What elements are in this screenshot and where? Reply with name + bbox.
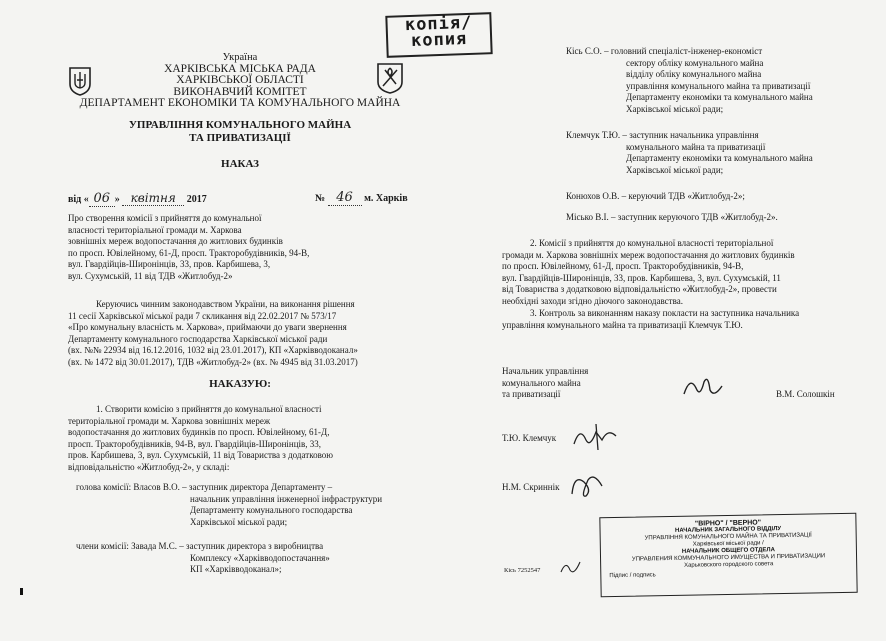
chair-label: голова комісії:	[76, 482, 132, 492]
chair-line: Харківської міської ради;	[190, 516, 288, 527]
item-2-line: вул. Гвардійців-Широнінців, 33, пров. Карбишева, 3, вул. Сухумській, 11	[502, 272, 781, 283]
member-konyukhov	[566, 191, 745, 202]
stamp-line: УПРАВЛІННЯ КОМУНАЛЬНОГО МАЙНА ТА ПРИВАТИЗАЦІЇ	[644, 532, 812, 542]
date-close-quote: »	[114, 194, 120, 205]
member-line: Харківської міської ради;	[626, 103, 724, 114]
member-line: головний спеціаліст-інженер-економіст	[610, 46, 763, 56]
preamble-line: Керуючись чинним законодавством України, на виконання рішення	[96, 299, 355, 309]
approval-signature	[566, 468, 608, 502]
item-1-line: просп. Тракторобудівників, 94-В, вул. Гвардійців-Широнінців, 33,	[68, 438, 322, 449]
members-label: члени комісії:	[76, 541, 129, 551]
preamble-line: «Про комунальну власність м. Харкова», приймаючи до уваги звернення	[68, 322, 347, 332]
copy-stamp-line2: копия	[410, 29, 468, 51]
item-2-line: по просп. Ювілейному, 61-Д, просп. Тракторобудівників, 94-В,	[502, 261, 744, 271]
member-line: Харківської міської ради;	[626, 164, 724, 175]
letterhead	[70, 52, 410, 110]
item-1-line: водопостачання до житлових будинків по просп. Ювілейному, 61-Д,	[68, 427, 330, 437]
executor-signature	[558, 556, 584, 578]
signatory-title-line: Начальник управління	[502, 366, 589, 376]
stamp-line: НАЧАЛЬНИК ОБЩЕГО ОТДЕЛА	[681, 547, 776, 555]
copy-stamp-line1: копія/	[404, 12, 473, 36]
member-line: управління комунального майна та приватизації	[626, 80, 811, 91]
subject-line: по просп. Ювілейному, 61-Д, просп. Тракторобудівників, 94-В,	[68, 247, 310, 258]
item-1-line: територіальної громади м. Харкова зовнішніх мереж	[68, 415, 271, 426]
preamble-line: (вх. № 1472 від 30.01.2017), ТДВ «Житлобуд-2» (вх. № 4945 від 31.03.2017)	[68, 356, 358, 367]
stamp-line: УПРАВЛЕНИЯ КОММУНАЛЬНОГО ИМУЩЕСТВА И ПРИВАТИЗАЦИИ	[631, 553, 826, 563]
number-label: №	[315, 193, 326, 204]
approval-signature	[568, 420, 622, 452]
item-2-line: необхідні заходи згідно діючого законодавства.	[502, 295, 683, 306]
directorate-title	[110, 119, 370, 145]
preamble-line: 11 сесії Харківської міської ради 7 скликання від 22.02.2017 № 573/17	[68, 310, 337, 321]
commission-chair	[76, 482, 382, 528]
member-line: Департаменту економіки та комунального майна	[626, 153, 813, 163]
date-day: 06	[89, 193, 115, 207]
order-number-line	[315, 192, 408, 206]
signatory-name: В.М. Солошкін	[776, 389, 835, 399]
region-name: ХАРКІВСЬКОЇ ОБЛАСТІ	[176, 74, 304, 86]
member-name: Кісь С.О. –	[566, 46, 609, 56]
preamble-line: (вх. №№ 22934 від 16.12.2016, 1032 від 23.01.2017), КП «Харківводоканал»	[68, 345, 358, 355]
member-line: Департаменту економіки та комунального майна	[626, 92, 813, 102]
member-line: заступник керуючого ТДВ «Житлобуд-2».	[617, 212, 778, 222]
member-name: Конюхов О.В. –	[566, 191, 627, 201]
member-line: комунального майна та приватизації	[626, 141, 766, 152]
item-2	[502, 238, 795, 307]
member-line: Завада М.С. – заступник директора з виробництва	[131, 541, 324, 551]
stamp-line: Харьковского городского совета	[684, 561, 774, 569]
stamp-line: Харківської міської ради /	[692, 540, 764, 548]
member-kis	[566, 46, 813, 115]
date-from-label: від «	[68, 194, 89, 205]
item-1	[68, 404, 333, 473]
item-1-line: відповідальністю «Житлобуд-2», у складі:	[68, 461, 230, 472]
subject-line: зовнішніх мереж водопостачання до житлових будинків	[68, 236, 283, 246]
scan-mark	[20, 588, 23, 595]
subject-line: вул. Сухумській, 11 від ТДВ «Житлобуд-2»	[68, 270, 233, 281]
item-2-line: 2. Комісії з прийняття до комунальної власності територіальної	[530, 238, 774, 248]
directorate-line1: УПРАВЛІННЯ КОМУНАЛЬНОГО МАЙНА	[128, 119, 352, 131]
item-2-line: від Товариства з додатковою відповідальністю «Житлобуд-2», провести	[502, 284, 777, 294]
signatory-title	[502, 366, 588, 401]
signatory-title-line: та приватизації	[502, 389, 561, 399]
preamble	[68, 299, 412, 368]
handwritten-signature	[680, 372, 726, 402]
item-3-line: управління комунального майна та приватизації Клемчук Т.Ю.	[502, 319, 743, 330]
subject-line: вул. Гвардійців-Широнінців, 33, пров. Карбишева, 3,	[68, 259, 271, 269]
stamp-line: НАЧАЛЬНИК ЗАГАЛЬНОГО ВІДДІЛУ	[674, 526, 782, 534]
stamp-line: "ВІРНО" / "ВЕРНО"	[694, 519, 762, 528]
member-line: КП «Харківводоканал»;	[190, 564, 282, 574]
item-1-line: пров. Карбишева, 3, вул. Сухумській, 11 від Товариства з додатковою	[68, 450, 334, 460]
council-name: ХАРКІВСЬКА МІСЬКА РАДА	[164, 62, 316, 75]
member-line: керуючий ТДВ «Житлобуд-2»;	[628, 191, 745, 201]
signatory-title-line: комунального майна	[502, 377, 581, 388]
member-name: Клемчук Т.Ю. –	[566, 130, 627, 140]
item-3-line: 3. Контроль за виконанням наказу покласти на заступника начальника	[530, 308, 800, 318]
commission-members	[76, 541, 330, 576]
order-city: м. Харків	[364, 193, 408, 204]
order-number: 46	[328, 192, 362, 206]
member-name: Місько В.І. –	[566, 212, 616, 222]
subject-line: власності територіальної громади м. Харкова	[68, 224, 242, 235]
item-2-line: громади м. Харкова зовнішніх мереж водопостачання до житлових будинків	[502, 249, 795, 260]
stamp-line: Підпис / подпись	[609, 572, 656, 580]
member-line: відділу обліку комунального майна	[626, 69, 762, 79]
approval-skrynnik: Н.М. Скриннік	[502, 482, 560, 492]
date-month: квітня	[122, 192, 184, 206]
executor-note: Кісь 7252547	[504, 567, 541, 574]
order-heading: НАКАЗУЮ:	[209, 378, 271, 390]
date-year: 2017	[186, 194, 207, 205]
item-1-line: 1. Створити комісію з прийняття до комунальної власності	[96, 404, 322, 414]
subject-line: Про створення комісії з прийняття до комунальної	[68, 213, 262, 223]
chair-line: начальник управління інженерної інфраструктури	[190, 493, 383, 504]
item-3	[502, 308, 799, 331]
country-name: Україна	[222, 52, 258, 63]
order-date-line	[68, 192, 207, 207]
department-name: ДЕПАРТАМЕНТ ЕКОНОМІКИ ТА КОМУНАЛЬНОГО МАЙНА	[79, 97, 401, 109]
copy-stamp	[385, 12, 492, 58]
verified-copy-stamp	[599, 513, 857, 597]
chair-line: Департаменту комунального господарства	[190, 505, 353, 515]
member-klemchuk	[566, 130, 813, 176]
preamble-line: Департаменту комунального господарства Харківської міської ради	[68, 333, 328, 344]
member-line: Комплексу «Харківводопостачання»	[190, 552, 330, 563]
chair-line: Власов В.О. – заступник директора Департаменту –	[133, 482, 333, 492]
order-subject	[68, 213, 309, 282]
approval-klemchuk: Т.Ю. Клемчук	[502, 433, 557, 443]
directorate-line2: ТА ПРИВАТИЗАЦІЇ	[189, 132, 291, 144]
order-title: НАКАЗ	[221, 158, 259, 170]
member-line: сектору обліку комунального майна	[626, 57, 764, 68]
member-misko	[566, 212, 778, 223]
committee-name: ВИКОНАВЧИЙ КОМІТЕТ	[173, 85, 307, 98]
member-line: заступник начальника управління	[629, 130, 759, 140]
